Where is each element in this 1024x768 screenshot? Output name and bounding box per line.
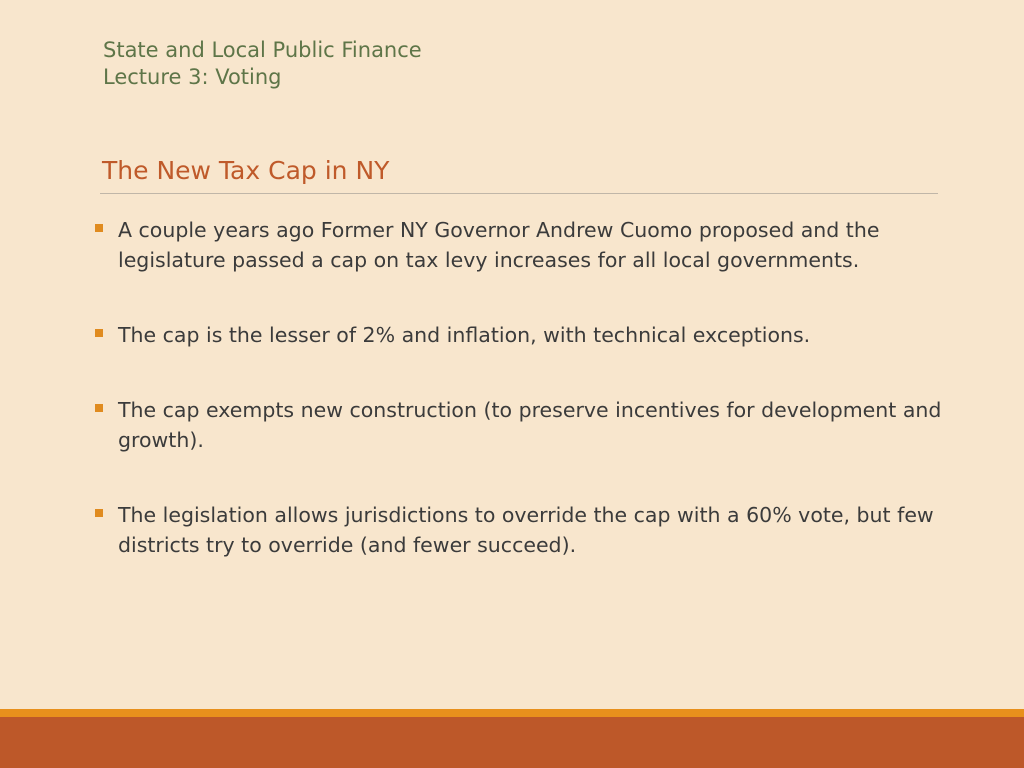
footer-accent-bar xyxy=(0,709,1024,717)
lecture-title: Lecture 3: Voting xyxy=(103,65,282,89)
bullet-text: The cap exempts new construction (to preserve incentives for development and growth). xyxy=(118,398,942,452)
bullet-list xyxy=(90,215,950,605)
footer-bar xyxy=(0,717,1024,768)
slide-header xyxy=(103,37,422,91)
bullet-item xyxy=(90,320,950,350)
bullet-text: The legislation allows jurisdictions to override the cap with a 60% vote, but few districts try to override (and fewer succeed). xyxy=(118,503,934,557)
square-bullet-icon xyxy=(95,224,103,232)
bullet-item xyxy=(90,395,950,455)
square-bullet-icon xyxy=(95,329,103,337)
square-bullet-icon xyxy=(95,404,103,412)
course-title: State and Local Public Finance xyxy=(103,38,422,62)
bullet-item xyxy=(90,215,950,275)
title-divider xyxy=(100,193,938,194)
bullet-text: A couple years ago Former NY Governor Andrew Cuomo proposed and the legislature passed a cap on tax levy increases for all local governments. xyxy=(118,218,880,272)
bullet-text: The cap is the lesser of 2% and inflation, with technical exceptions. xyxy=(118,323,811,347)
slide-title: The New Tax Cap in NY xyxy=(102,156,390,185)
bullet-item xyxy=(90,500,950,560)
square-bullet-icon xyxy=(95,509,103,517)
